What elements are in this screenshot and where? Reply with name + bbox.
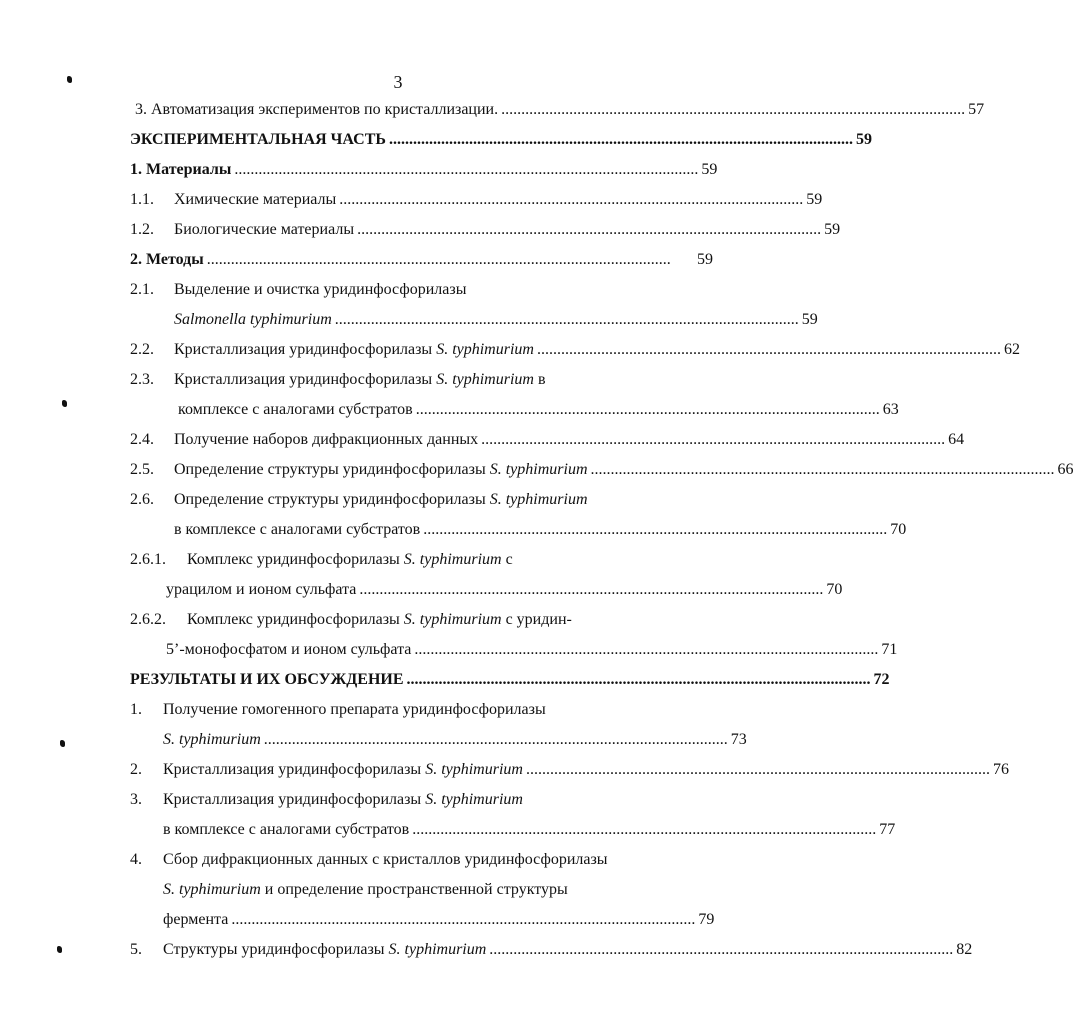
- toc-entry-species: S. typhimurium: [425, 791, 523, 808]
- leader-dots: ....................................................................................................................: [388, 131, 853, 148]
- toc-entry-page: 72: [873, 671, 890, 688]
- toc-entry-title: Биологические материалы: [174, 221, 355, 238]
- toc-entry-page: 71: [881, 641, 898, 658]
- toc-entry-diffraction-data: [130, 428, 965, 452]
- toc-entry-title: Кристаллизация уридинфосфорилазы: [174, 341, 437, 358]
- toc-entry-title: 3. Автоматизация экспериментов по кристаллизации.: [135, 101, 499, 118]
- toc-entry-continuation: и определение пространственной структуры: [260, 881, 568, 898]
- scan-speck: [62, 400, 67, 407]
- toc-entry-number: 2.6.2.: [130, 611, 166, 628]
- leader-dots: ....................................................................................................................: [334, 311, 799, 328]
- leader-dots: ....................................................................................................................: [234, 161, 699, 178]
- toc-entry-biological-materials: [130, 218, 841, 242]
- toc-entry-page: 66: [1057, 461, 1074, 478]
- scan-speck: [57, 946, 62, 953]
- toc-entry-page: 59: [855, 131, 872, 148]
- leader-dots: ....................................................................................................................: [501, 101, 966, 118]
- toc-entry-page: 62: [1003, 341, 1020, 358]
- toc-entry-experimental-part: [130, 128, 872, 152]
- toc-entry-results-crystallization-complex: [130, 788, 713, 812]
- toc-entry-title: Комплекс уридинфосфорилазы: [187, 611, 404, 628]
- toc-entry-title: Кристаллизация уридинфосфорилазы: [163, 791, 426, 808]
- leader-dots: ....................................................................................................................: [357, 221, 822, 238]
- leader-dots: ....................................................................................................................: [412, 821, 877, 838]
- leader-dots: ....................................................................................................................: [263, 731, 728, 748]
- toc-entry-uracil-complex: [130, 548, 713, 572]
- toc-entry-structures: [130, 938, 973, 962]
- toc-entry-species: S. typhimurium: [436, 371, 534, 388]
- toc-entry-results-crystallization: [130, 758, 1009, 782]
- leader-dots: ....................................................................................................................: [231, 911, 696, 928]
- toc-entry-diffraction-collection-continued-2: [163, 908, 713, 932]
- toc-entry-page: 59: [824, 221, 841, 238]
- toc-entry-page: 70: [890, 521, 907, 538]
- toc-entry-title: Кристаллизация уридинфосфорилазы: [174, 371, 437, 388]
- toc-entry-crystallization: [130, 338, 1020, 362]
- toc-entry-number: 2.6.: [130, 491, 154, 508]
- toc-entry-page: 79: [698, 911, 715, 928]
- toc-entry-continuation: комплексе с аналогами субстратов: [178, 401, 413, 418]
- toc-entry-crystallization-complex-continued: [178, 398, 899, 422]
- toc-entry-species: S. typhimurium: [425, 761, 523, 778]
- toc-entry-chemical-materials: [130, 188, 823, 212]
- scan-speck: [60, 740, 65, 747]
- leader-dots: ....................................................................................................................: [481, 431, 946, 448]
- toc-entry-title-end: в: [533, 371, 546, 388]
- toc-entry-title: Кристаллизация уридинфосфорилазы: [163, 761, 426, 778]
- leader-dots: ....................................................................................................................: [359, 581, 824, 598]
- toc-entry-page: 64: [948, 431, 965, 448]
- leader-dots: ....................................................................................................................: [525, 761, 990, 778]
- toc-entry-continuation: в комплексе с аналогами субстратов: [174, 521, 421, 538]
- toc-entry-title: Определение структуры уридинфосфорилазы: [174, 461, 490, 478]
- toc-entry-results-crystallization-complex-continued: [163, 818, 896, 842]
- toc-entry-species: S. typhimurium: [489, 461, 588, 478]
- toc-entry-page: 77: [879, 821, 896, 838]
- toc-entry-page: 59: [801, 311, 818, 328]
- toc-entry-isolation: [130, 278, 713, 302]
- toc-entry-number: 2.4.: [130, 431, 154, 448]
- leader-dots: ....................................................................................................................: [423, 521, 888, 538]
- toc-entry-species: Salmonella typhimurium: [174, 311, 332, 328]
- leader-dots: ....................................................................................................................: [339, 191, 804, 208]
- toc-entry-title-end: с: [501, 551, 513, 568]
- leader-dots: ....................................................................................................................: [590, 461, 1055, 478]
- toc-entry-species: S. typhimurium: [403, 551, 502, 568]
- toc-entry-title: Получение гомогенного препарата уридинфосфорилазы: [163, 701, 546, 718]
- toc-entry-diffraction-collection-continued: [163, 878, 713, 902]
- leader-dots: ....................................................................................................................: [414, 641, 879, 658]
- toc-entry-title: Сбор дифракционных данных с кристаллов уридинфосфорилазы: [163, 851, 608, 868]
- toc-entry-number: 3.: [130, 791, 142, 808]
- toc-entry-species: S. typhimurium: [163, 881, 261, 898]
- toc-entry-species: S. typhimurium: [436, 341, 534, 358]
- toc-entry-number: 4.: [130, 851, 142, 868]
- toc-entry-page: 63: [882, 401, 899, 418]
- toc-entry-species: S. typhimurium: [489, 491, 588, 508]
- toc-entry-continuation: в комплексе с аналогами субстратов: [163, 821, 410, 838]
- scan-speck: [67, 76, 72, 83]
- toc-entry-title-end: с уридин-: [501, 611, 572, 628]
- toc-entry-uracil-complex-continued: [166, 578, 843, 602]
- toc-entry-continuation: урацилом и ионом сульфата: [166, 581, 357, 598]
- leader-dots: ....................................................................................................................: [406, 671, 871, 688]
- leader-dots: ....................................................................................................................: [206, 251, 671, 268]
- toc-entry-number: 2.5.: [130, 461, 154, 478]
- leader-dots: ....................................................................................................................: [489, 941, 954, 958]
- toc-entry-isolation-continued: [174, 308, 818, 332]
- toc-entry-number: 5.: [130, 941, 142, 958]
- toc-entry-results: [130, 668, 890, 692]
- toc-entry-species: S. typhimurium: [403, 611, 502, 628]
- toc-entry-number: 2.6.1.: [130, 551, 166, 568]
- leader-dots: ....................................................................................................................: [415, 401, 880, 418]
- toc-entry-crystallization-complex: [130, 368, 713, 392]
- toc-entry-page: 82: [956, 941, 973, 958]
- toc-entry-number: 1.1.: [130, 191, 154, 208]
- toc-entry-methods: [130, 248, 713, 272]
- toc-entry-title: РЕЗУЛЬТАТЫ И ИХ ОБСУЖДЕНИЕ: [130, 671, 404, 688]
- toc-entry-page: 70: [826, 581, 843, 598]
- toc-entry-page: 57: [968, 101, 985, 118]
- toc-entry-continuation: фермента: [163, 911, 229, 928]
- leader-dots: ....................................................................................................................: [536, 341, 1001, 358]
- toc-entry-diffraction-collection: [130, 848, 713, 872]
- toc-entry-structure-complex: [130, 488, 713, 512]
- toc-entry-title: Получение наборов дифракционных данных: [174, 431, 479, 448]
- toc-entry-species: S. typhimurium: [388, 941, 487, 958]
- toc-entry-title: 1. Материалы: [130, 161, 232, 178]
- toc-entry-title: ЭКСПЕРИМЕНТАЛЬНАЯ ЧАСТЬ: [130, 131, 386, 148]
- toc-entry-page: 59: [806, 191, 823, 208]
- toc-entry-page: 59: [697, 251, 713, 268]
- toc-entry-materials: [130, 158, 718, 182]
- toc-entry-number: 2.1.: [130, 281, 154, 298]
- toc-entry-ump-complex: [130, 608, 713, 632]
- toc-entry-title: Выделение и очистка уридинфосфорилазы: [174, 281, 467, 298]
- toc-entry-number: 2.: [130, 761, 142, 778]
- toc-entry-number: 1.2.: [130, 221, 154, 238]
- toc-entry-title: Структуры уридинфосфорилазы: [163, 941, 389, 958]
- toc-entry-ump-complex-continued: [166, 638, 898, 662]
- toc-entry-continuation: 5’-монофосфатом и ионом сульфата: [166, 641, 412, 658]
- toc-entry-page: 76: [992, 761, 1009, 778]
- page-number: 3: [393, 72, 403, 92]
- toc-entry-page: 73: [730, 731, 747, 748]
- toc-entry-page: 59: [701, 161, 718, 178]
- toc-entry-number: 2.2.: [130, 341, 154, 358]
- toc-entry-structure-complex-continued: [174, 518, 907, 542]
- toc-entry-title: 2. Методы: [130, 251, 204, 268]
- toc-entry-structure-determination: [130, 458, 1074, 482]
- toc-entry-title: Химические материалы: [174, 191, 337, 208]
- toc-entry-species: S. typhimurium: [163, 731, 261, 748]
- toc-entry-number: 1.: [130, 701, 142, 718]
- toc-entry-number: 2.3.: [130, 371, 154, 388]
- toc-entry-title: Определение структуры уридинфосфорилазы: [174, 491, 490, 508]
- toc-entry-homogeneous-preparation: [130, 698, 713, 722]
- toc-entry-title: Комплекс уридинфосфорилазы: [187, 551, 404, 568]
- toc-entry-homogeneous-preparation-continued: [163, 728, 747, 752]
- toc-entry-automation: [135, 98, 985, 122]
